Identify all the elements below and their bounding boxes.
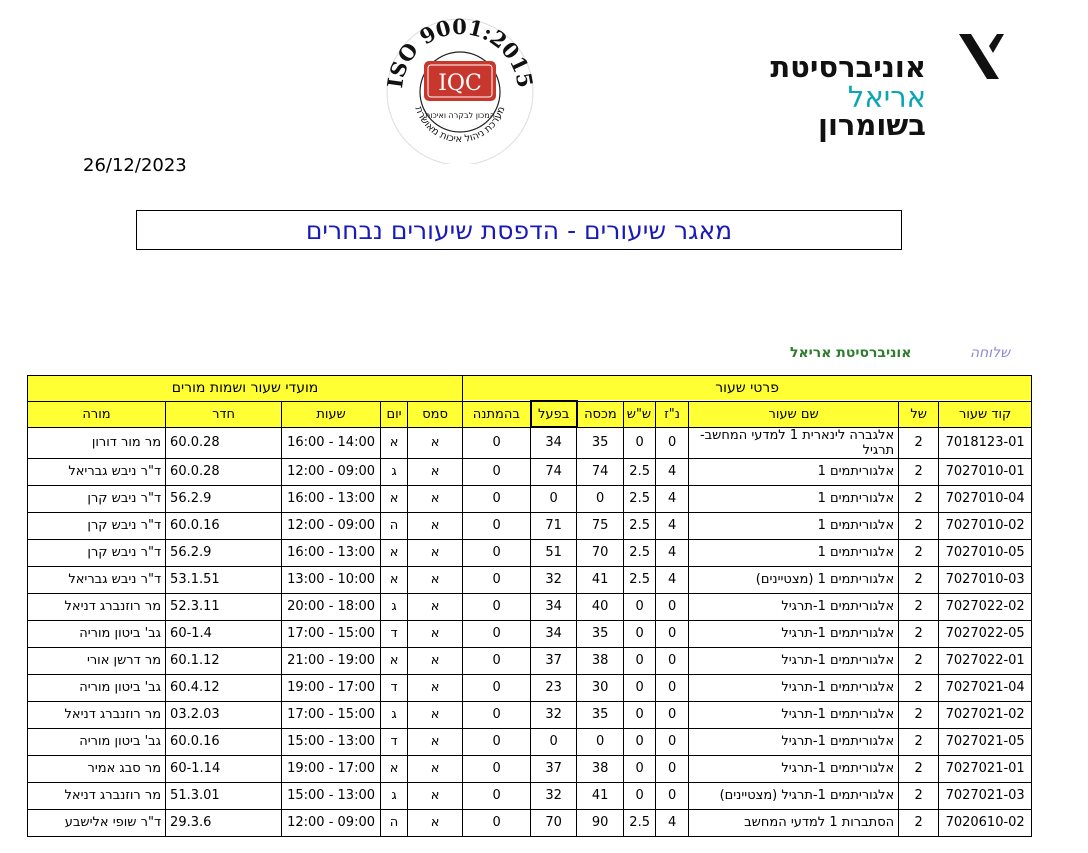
branch-label: שלוחה: [970, 345, 1010, 361]
cell-course-name: אלגוריתמים 1: [689, 512, 899, 539]
col-header-day: יום: [381, 401, 408, 427]
col-header-hours: שעות: [282, 401, 381, 427]
cell-waiting: 0: [463, 620, 531, 647]
cell-quota: 30: [577, 674, 624, 701]
cell-of-count: 2: [899, 620, 939, 647]
print-date: 26/12/2023: [83, 155, 187, 176]
table-row: [28, 647, 1032, 674]
cell-actual: 34: [531, 427, 577, 458]
cell-day: ג: [381, 782, 408, 809]
cell-teacher: ד"ר ניבש גבריאל: [28, 458, 166, 485]
cell-room: 56.2.9: [166, 539, 282, 566]
cell-course-code: 7027022-02: [939, 593, 1032, 620]
cell-waiting: 0: [463, 512, 531, 539]
table-row: [28, 809, 1032, 836]
cell-course-name: הסתברות 1 למדעי המחשב: [689, 809, 899, 836]
cell-of-count: 2: [899, 539, 939, 566]
cell-hours: 19:00 - 21:00: [282, 647, 381, 674]
col-header-of: של: [899, 401, 939, 427]
cell-weekly-hours: 2.5: [624, 512, 656, 539]
cell-teacher: גב' ביטון מוריה: [28, 674, 166, 701]
cell-course-code: 7020610-02: [939, 809, 1032, 836]
col-header-course-name: שם שעור: [689, 401, 899, 427]
cell-day: א: [381, 647, 408, 674]
university-logo: [770, 34, 1004, 144]
table-row: [28, 782, 1032, 809]
university-name-line-2: אריאל: [847, 80, 926, 114]
cell-teacher: מר סבג אמיר: [28, 755, 166, 782]
cell-day: ה: [381, 809, 408, 836]
cell-of-count: 2: [899, 809, 939, 836]
cell-hours: 18:00 - 20:00: [282, 593, 381, 620]
table-row: [28, 485, 1032, 512]
cell-course-name: אלגוריתמים 1-תרגיל: [689, 593, 899, 620]
cell-actual: 37: [531, 647, 577, 674]
cell-day: א: [381, 427, 408, 458]
cell-semester: א: [408, 593, 463, 620]
cell-teacher: גב' ביטון מוריה: [28, 728, 166, 755]
cell-course-name: אלגוריתמים 1-תרגיל: [689, 701, 899, 728]
cell-teacher: גב' ביטון מוריה: [28, 620, 166, 647]
cell-of-count: 2: [899, 755, 939, 782]
cell-semester: א: [408, 485, 463, 512]
cell-course-code: 7027021-05: [939, 728, 1032, 755]
cell-room: 60-1.14: [166, 755, 282, 782]
cell-quota: 35: [577, 427, 624, 458]
cell-day: א: [381, 539, 408, 566]
cell-teacher: ד"ר ניבש קרן: [28, 512, 166, 539]
cell-weekly-hours: 0: [624, 701, 656, 728]
cell-day: א: [381, 566, 408, 593]
cell-course-name: אלגוריתמים 1 (מצטיינים): [689, 566, 899, 593]
meeting-details-group-header: מועדי שעור ושמות מורים: [28, 376, 463, 402]
cell-actual: 51: [531, 539, 577, 566]
cell-waiting: 0: [463, 728, 531, 755]
cell-quota: 40: [577, 593, 624, 620]
cell-credits: 0: [656, 427, 689, 458]
cell-credits: 0: [656, 593, 689, 620]
cell-course-name: אלגוריתמים 1: [689, 458, 899, 485]
cell-quota: 75: [577, 512, 624, 539]
cell-course-code: 7027021-02: [939, 701, 1032, 728]
cell-course-name: אלגוריתמים 1: [689, 539, 899, 566]
cell-hours: 09:00 - 12:00: [282, 458, 381, 485]
cell-day: ג: [381, 701, 408, 728]
cell-teacher: ד"ר ניבש גבריאל: [28, 566, 166, 593]
cell-semester: א: [408, 458, 463, 485]
cell-teacher: ד"ר שופי אלישבע: [28, 809, 166, 836]
iso-ring-bottom-arc: מערכת ניהול איכות מאושרת: [412, 105, 508, 146]
cell-course-code: 7027010-04: [939, 485, 1032, 512]
cell-actual: 34: [531, 593, 577, 620]
cell-credits: 4: [656, 458, 689, 485]
cell-credits: 0: [656, 620, 689, 647]
cell-room: 03.2.03: [166, 701, 282, 728]
cell-room: 60.0.16: [166, 728, 282, 755]
iqc-institute-text: המכון לבקרה ואיכות: [425, 111, 495, 120]
cell-credits: 0: [656, 755, 689, 782]
cell-waiting: 0: [463, 458, 531, 485]
cell-room: 51.3.01: [166, 782, 282, 809]
cell-quota: 0: [577, 485, 624, 512]
cell-credits: 4: [656, 566, 689, 593]
cell-course-code: 7027021-04: [939, 674, 1032, 701]
cell-credits: 0: [656, 728, 689, 755]
cell-credits: 4: [656, 809, 689, 836]
cell-credits: 0: [656, 701, 689, 728]
university-mark-icon: [959, 34, 1004, 79]
cell-hours: 10:00 - 13:00: [282, 566, 381, 593]
cell-credits: 4: [656, 485, 689, 512]
cell-weekly-hours: 0: [624, 782, 656, 809]
cell-semester: א: [408, 728, 463, 755]
cell-day: א: [381, 755, 408, 782]
table-row: [28, 701, 1032, 728]
table-row: [28, 458, 1032, 485]
col-header-weekly-hours: ש"ש: [624, 401, 656, 427]
cell-semester: א: [408, 427, 463, 458]
cell-actual: 34: [531, 620, 577, 647]
cell-teacher: ד"ר ניבש קרן: [28, 485, 166, 512]
cell-teacher: מר רוזנברג דניאל: [28, 593, 166, 620]
cell-day: ג: [381, 593, 408, 620]
cell-weekly-hours: 0: [624, 728, 656, 755]
cell-semester: א: [408, 512, 463, 539]
cell-quota: 35: [577, 620, 624, 647]
cell-actual: 37: [531, 755, 577, 782]
cell-semester: א: [408, 647, 463, 674]
cell-semester: א: [408, 620, 463, 647]
cell-actual: 74: [531, 458, 577, 485]
university-name-line-3: בשומרון: [818, 108, 926, 142]
cell-course-name: אלגברה לינארית 1 למדעי המחשב- תרגיל: [689, 427, 899, 458]
cell-course-name: אלגוריתמים 1: [689, 485, 899, 512]
cell-of-count: 2: [899, 593, 939, 620]
cell-quota: 41: [577, 782, 624, 809]
cell-hours: 09:00 - 12:00: [282, 512, 381, 539]
cell-course-code: 7027010-01: [939, 458, 1032, 485]
cell-hours: 15:00 - 17:00: [282, 701, 381, 728]
cell-waiting: 0: [463, 755, 531, 782]
cell-quota: 38: [577, 647, 624, 674]
cell-actual: 0: [531, 485, 577, 512]
cell-course-name: אלגוריתמים 1-תרגיל: [689, 620, 899, 647]
cell-credits: 0: [656, 782, 689, 809]
cell-quota: 41: [577, 566, 624, 593]
cell-weekly-hours: 0: [624, 593, 656, 620]
page-title: מאגר שיעורים - הדפסת שיעורים נבחרים: [136, 210, 902, 250]
course-details-group-header: פרטי שעור: [463, 376, 1032, 402]
cell-room: 60.0.28: [166, 458, 282, 485]
cell-actual: 0: [531, 728, 577, 755]
university-name-line-1: אוניברסיטת: [770, 50, 926, 84]
cell-room: 60.0.16: [166, 512, 282, 539]
cell-of-count: 2: [899, 485, 939, 512]
cell-room: 53.1.51: [166, 566, 282, 593]
cell-quota: 70: [577, 539, 624, 566]
cell-of-count: 2: [899, 674, 939, 701]
cell-room: 60.4.12: [166, 674, 282, 701]
cell-hours: 15:00 - 17:00: [282, 620, 381, 647]
cell-of-count: 2: [899, 458, 939, 485]
cell-course-code: 7027022-05: [939, 620, 1032, 647]
cell-room: 60.1.12: [166, 647, 282, 674]
cell-teacher: מר מור דורון: [28, 427, 166, 458]
cell-of-count: 2: [899, 427, 939, 458]
cell-weekly-hours: 2.5: [624, 539, 656, 566]
cell-hours: 17:00 - 19:00: [282, 674, 381, 701]
cell-hours: 13:00 - 16:00: [282, 485, 381, 512]
courses-table: [27, 375, 1032, 837]
iqc-badge-text: IQC: [438, 71, 482, 96]
cell-actual: 71: [531, 512, 577, 539]
cell-of-count: 2: [899, 728, 939, 755]
cell-course-code: 7027021-01: [939, 755, 1032, 782]
cell-course-code: 7027021-03: [939, 782, 1032, 809]
col-header-teacher: מורה: [28, 401, 166, 427]
cell-hours: 13:00 - 15:00: [282, 782, 381, 809]
cell-actual: 32: [531, 701, 577, 728]
cell-day: ג: [381, 458, 408, 485]
cell-semester: א: [408, 755, 463, 782]
cell-of-count: 2: [899, 782, 939, 809]
cell-hours: 13:00 - 15:00: [282, 728, 381, 755]
cell-weekly-hours: 0: [624, 620, 656, 647]
cell-quota: 38: [577, 755, 624, 782]
cell-weekly-hours: 0: [624, 674, 656, 701]
cell-credits: 4: [656, 512, 689, 539]
table-row: [28, 674, 1032, 701]
cell-of-count: 2: [899, 647, 939, 674]
cell-weekly-hours: 0: [624, 755, 656, 782]
cell-quota: 35: [577, 701, 624, 728]
cell-hours: 17:00 - 19:00: [282, 755, 381, 782]
table-row: [28, 539, 1032, 566]
cell-day: ד: [381, 728, 408, 755]
cell-of-count: 2: [899, 566, 939, 593]
cell-teacher: מר רוזנברג דניאל: [28, 782, 166, 809]
cell-teacher: מר רוזנברג דניאל: [28, 701, 166, 728]
table-row: [28, 566, 1032, 593]
col-header-semester: סמס: [408, 401, 463, 427]
cell-waiting: 0: [463, 647, 531, 674]
cell-course-code: 7027022-01: [939, 647, 1032, 674]
cell-room: 52.3.11: [166, 593, 282, 620]
cell-course-code: 7027010-05: [939, 539, 1032, 566]
cell-weekly-hours: 2.5: [624, 809, 656, 836]
cell-hours: 13:00 - 16:00: [282, 539, 381, 566]
col-header-quota: מכסה: [577, 401, 624, 427]
cell-weekly-hours: 2.5: [624, 458, 656, 485]
iso-certification-seal: [380, 14, 540, 164]
cell-waiting: 0: [463, 539, 531, 566]
table-row: [28, 427, 1032, 458]
cell-waiting: 0: [463, 809, 531, 836]
col-header-waiting: בהמתנה: [463, 401, 531, 427]
cell-day: א: [381, 485, 408, 512]
cell-course-code: 7027010-03: [939, 566, 1032, 593]
cell-weekly-hours: 2.5: [624, 566, 656, 593]
cell-room: 60-1.4: [166, 620, 282, 647]
cell-quota: 90: [577, 809, 624, 836]
branch-value: אוניברסיטת אריאל: [790, 345, 912, 361]
cell-day: ד: [381, 620, 408, 647]
cell-semester: א: [408, 539, 463, 566]
cell-room: 60.0.28: [166, 427, 282, 458]
cell-quota: 74: [577, 458, 624, 485]
cell-actual: 70: [531, 809, 577, 836]
cell-course-name: אלגוריתמים 1-תרגיל: [689, 728, 899, 755]
cell-actual: 32: [531, 782, 577, 809]
cell-waiting: 0: [463, 593, 531, 620]
cell-semester: א: [408, 566, 463, 593]
table-body: [28, 427, 1032, 836]
cell-weekly-hours: 0: [624, 647, 656, 674]
cell-quota: 0: [577, 728, 624, 755]
iso-standard-arc: ISO 9001:2015: [382, 14, 539, 90]
table-row: [28, 755, 1032, 782]
col-header-course-code: קוד שעור: [939, 401, 1032, 427]
cell-waiting: 0: [463, 701, 531, 728]
cell-waiting: 0: [463, 485, 531, 512]
col-header-credits: נ"ז: [656, 401, 689, 427]
cell-waiting: 0: [463, 782, 531, 809]
cell-waiting: 0: [463, 674, 531, 701]
cell-actual: 32: [531, 566, 577, 593]
table-row: [28, 593, 1032, 620]
cell-room: 56.2.9: [166, 485, 282, 512]
cell-course-code: 7027010-02: [939, 512, 1032, 539]
col-header-room: חדר: [166, 401, 282, 427]
cell-weekly-hours: 2.5: [624, 485, 656, 512]
cell-teacher: ד"ר ניבש קרן: [28, 539, 166, 566]
cell-semester: א: [408, 782, 463, 809]
cell-credits: 0: [656, 647, 689, 674]
cell-day: ה: [381, 512, 408, 539]
cell-semester: א: [408, 674, 463, 701]
table-row: [28, 728, 1032, 755]
cell-day: ד: [381, 674, 408, 701]
cell-semester: א: [408, 701, 463, 728]
cell-course-name: אלגוריתמים 1-תרגיל: [689, 647, 899, 674]
cell-waiting: 0: [463, 427, 531, 458]
cell-waiting: 0: [463, 566, 531, 593]
cell-course-name: אלגוריתמים 1-תרגיל: [689, 674, 899, 701]
cell-room: 29.3.6: [166, 809, 282, 836]
cell-credits: 0: [656, 674, 689, 701]
cell-hours: 09:00 - 12:00: [282, 809, 381, 836]
cell-actual: 23: [531, 674, 577, 701]
cell-of-count: 2: [899, 512, 939, 539]
table-row: [28, 620, 1032, 647]
cell-semester: א: [408, 809, 463, 836]
table-row: [28, 512, 1032, 539]
cell-credits: 4: [656, 539, 689, 566]
cell-course-name: אלגוריתמים 1-תרגיל: [689, 755, 899, 782]
cell-of-count: 2: [899, 701, 939, 728]
cell-teacher: מר דרשן אורי: [28, 647, 166, 674]
cell-hours: 14:00 - 16:00: [282, 427, 381, 458]
cell-course-name: אלגוריתמים 1-תרגיל (מצטיינים): [689, 782, 899, 809]
col-header-actual: בפעל: [531, 401, 577, 427]
cell-course-code: 7018123-01: [939, 427, 1032, 458]
cell-weekly-hours: 0: [624, 427, 656, 458]
